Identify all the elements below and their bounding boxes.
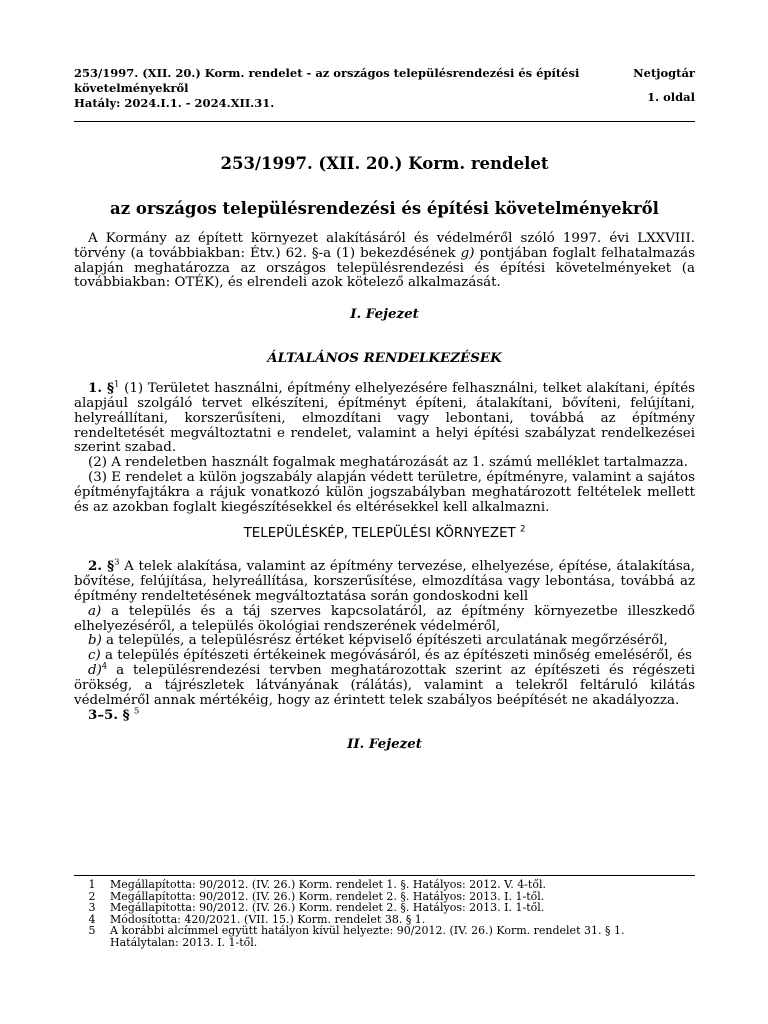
footnote-5: [74, 925, 695, 948]
footnote-text: Megállapította: 90/2012. (IV. 26.) Korm. rendelet 2. §. Hatályos: 2013. I. 1-től.: [110, 889, 545, 903]
footnote-ref-2[interactable]: 2: [519, 524, 526, 535]
section-3-5: [74, 708, 695, 724]
chapter-2-heading: II. Fejezet: [347, 736, 422, 753]
footnote-number: 3: [88, 901, 96, 915]
section-2-number: 2. §: [88, 558, 115, 575]
section-2-item-d: [74, 661, 695, 708]
footnote-text: Módosította: 420/2021. (VII. 15.) Korm. rendelet 38. § 1.: [110, 912, 426, 926]
document-title: 253/1997. (XII. 20.) Korm. rendelet: [220, 154, 549, 173]
running-header: [74, 66, 695, 111]
preamble: [74, 232, 695, 291]
item-label: a): [88, 603, 102, 619]
item-label: d): [88, 662, 102, 678]
footnote-number: 5: [88, 924, 96, 938]
section-2-lead-text: A telek alakítása, valamint az építmény tervezése, elhelyezése, építése, átalakítása, bővítése, felújítása, helyreállítása, korszerűsítése, elmozdítása vagy lebontása, továbbá az építmény rendeltetésének megváltoztatása során gondoskodni kell: [74, 559, 695, 604]
section-1-paragraph-3: (3) E rendelet a külön jogszabály alapján védett területre, építményre, valamint a sajátos építményfajtákra a rájuk vonatkozó külön jogszabályban meghatározott feltételek mellett és az azokban foglalt kiegészítésekkel és eltérésekkel kell alkalmazni.: [74, 469, 695, 515]
section-general-provisions-heading: ÁLTALÁNOS RENDELKEZÉSEK: [267, 350, 502, 367]
header-publisher: Netjogtár: [633, 66, 695, 80]
document-page: [74, 66, 695, 752]
header-rule: [74, 121, 695, 122]
section-1-paragraph-1: [74, 381, 695, 456]
header-validity: Hatály: 2024.I.1. - 2024.XII.31.: [74, 96, 275, 110]
item-label: c): [88, 648, 101, 664]
document-subtitle: az országos településrendezési és építési követelményekről: [110, 199, 659, 218]
item-label: b): [88, 633, 102, 649]
footnote-text: Megállapította: 90/2012. (IV. 26.) Korm. rendelet 1. §. Hatályos: 2012. V. 4-től.: [110, 878, 546, 891]
footnote-text: A korábbi alcímmel együtt hatályon kívül helyezte: 90/2012. (IV. 26.) Korm. rendelet 31. § 1. Hatálytalan: 2013. I. 1-től.: [110, 924, 625, 949]
chapter-1-heading: I. Fejezet: [350, 306, 419, 323]
preamble-point-g: g): [460, 245, 475, 261]
section-townscape-title: TELEPÜLÉSKÉP, TELEPÜLÉSI KÖRNYEZET: [243, 526, 516, 542]
section-1-paragraph-2: (2) A rendeletben használt fogalmak meghatározását az 1. számú melléklet tartalmazza.: [88, 455, 689, 471]
section-2-item-b: [74, 634, 695, 649]
footnote-number: 4: [88, 912, 96, 926]
item-text: a település építészeti értékeinek megóvásáról, és az építészeti minőség emeléséről, és: [100, 648, 693, 664]
item-text: a település és a táj szerves kapcsolatáról, az építmény környezetbe illeszkedő elhelyezéséről, a település ökológiai rendszerének védelméről,: [74, 603, 695, 634]
preamble-text-1: A Kormány az épített környezet alakításáról és védelméről szóló 1997. évi LXXVIII. törvény (a továbbiakban: Étv.) 62. §-a (1) bekezdésének: [74, 231, 695, 261]
footnote-rule: [74, 875, 695, 876]
footnote-ref-3[interactable]: 3: [114, 557, 120, 568]
header-page-number: 1. oldal: [647, 90, 695, 104]
item-text: a település, a településrész értéket képviselő építészeti arculatának megőrzéséről,: [101, 633, 668, 649]
section-1-number: 1. §: [88, 380, 115, 397]
footnote-ref-4[interactable]: 4: [101, 661, 108, 672]
footnote-ref-1[interactable]: 1: [114, 379, 120, 390]
section-townscape-heading: [74, 526, 695, 541]
section-2-lead: [74, 559, 695, 604]
footnote-number: 1: [88, 878, 96, 891]
footnote-ref-5[interactable]: 5: [133, 706, 140, 717]
section-3-5-number: 3–5. §: [88, 707, 130, 724]
footnote-number: 2: [88, 889, 96, 903]
footnote-text: Megállapította: 90/2012. (IV. 26.) Korm. rendelet 2. §. Hatályos: 2013. I. 1-től.: [110, 901, 545, 915]
header-title: 253/1997. (XII. 20.) Korm. rendelet - az országos településrendezési és építési követelményekről: [74, 66, 580, 95]
item-text: a településrendezési tervben meghatározottak szerint az építészeti és régészeti örökség, a tájrészletek látványának (rálátás), valamint a telekről feltáruló kilátás védelméről annak mértékéig, hogy az érintett telek szabályos beépítését ne akadályozza.: [74, 662, 695, 708]
section-2-item-c: [74, 649, 695, 664]
preamble-text-2: pontjában foglalt felhatalmazás alapján meghatározza az országos településrendezési és építési követelményeket (a továbbiakban: OTÉK), és elrendeli azok kötelező alkalmazását.: [74, 245, 695, 291]
section-2-item-a: [74, 605, 695, 635]
footnotes: [74, 879, 695, 949]
footnote-1: [74, 879, 695, 891]
section-1-text-1: (1) Területet használni, építmény elhelyezésére felhasználni, telket alakítani, építés alapjául szolgáló tervet elkészíteni, építményt építeni, átalakítani, bővíteni, felújítani, helyreállítani, korszerűsíteni, elmozdítani vagy lebontani, továbbá az építmény rendeltetését megváltoztatni e rendelet, valamint a helyi építési szabályzat rendelkezései szerint szabad.: [74, 381, 695, 456]
